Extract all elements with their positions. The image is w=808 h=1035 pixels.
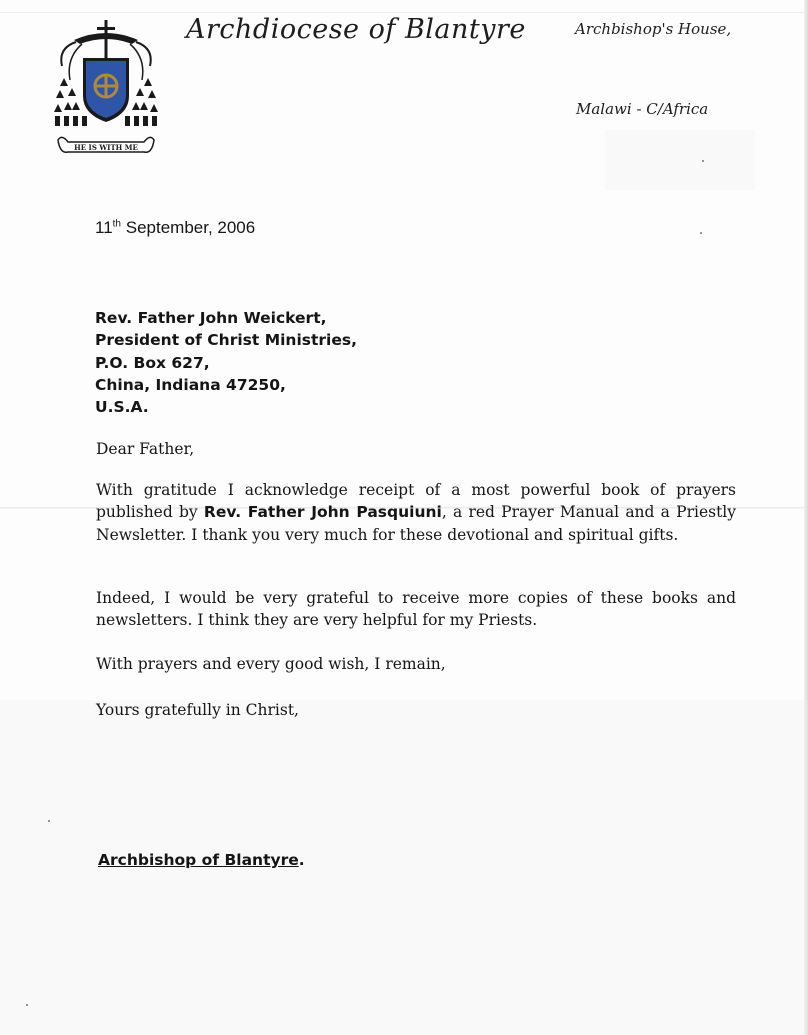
recipient-line: Rev. Father John Weickert, xyxy=(95,309,327,327)
fold-line xyxy=(0,12,808,13)
complimentary-close: Yours gratefully in Christ, xyxy=(96,701,299,719)
letterhead-address-line1: Archbishop's House, xyxy=(575,20,732,38)
signature-title: Archbishop of Blantyre xyxy=(98,851,299,869)
scan-speck xyxy=(700,232,702,234)
salutation: Dear Father, xyxy=(96,440,195,458)
letter-date xyxy=(95,218,255,238)
scan-speck xyxy=(702,160,704,162)
body-paragraph-1 xyxy=(96,479,736,546)
crest-motto: HE IS WITH ME xyxy=(74,143,138,152)
letterhead-address-line2: Malawi - C/Africa xyxy=(576,100,709,118)
letterhead-title: Archdiocese of Blantyre xyxy=(186,14,526,45)
recipient-line: President of Christ Ministries, xyxy=(95,331,357,350)
date-rest: September, 2006 xyxy=(125,218,256,237)
recipient-address xyxy=(95,307,357,418)
date-suffix: th xyxy=(112,218,121,230)
scan-speck xyxy=(26,1004,28,1006)
signature-block xyxy=(98,851,305,869)
recipient-line: China, Indiana 47250, xyxy=(95,375,286,394)
paragraph1-text-end: , a red Prayer Manual and a Priestly Newsletter. I thank you very much for these devotional and spiritual gifts. xyxy=(96,503,737,544)
paragraph1-author: Rev. Father John Pasquiuni xyxy=(203,503,442,522)
scan-speck xyxy=(48,820,50,822)
recipient-line: P.O. Box 627, xyxy=(95,353,210,372)
closing-line: With prayers and every good wish, I remain, xyxy=(96,655,446,673)
date-day: 11 xyxy=(95,218,113,237)
recipient-line: U.S.A. xyxy=(95,398,149,417)
scan-shade xyxy=(605,130,755,190)
paragraph1-text: With gratitude I acknowledge receipt of a most powerful book of prayers published by xyxy=(96,481,736,522)
archdiocese-crest xyxy=(52,18,160,164)
signature-punct: . xyxy=(298,851,305,869)
body-paragraph-2: Indeed, I would be very grateful to receive more copies of these books and newsletters. I think they are very helpful for my Priests. xyxy=(96,589,736,630)
